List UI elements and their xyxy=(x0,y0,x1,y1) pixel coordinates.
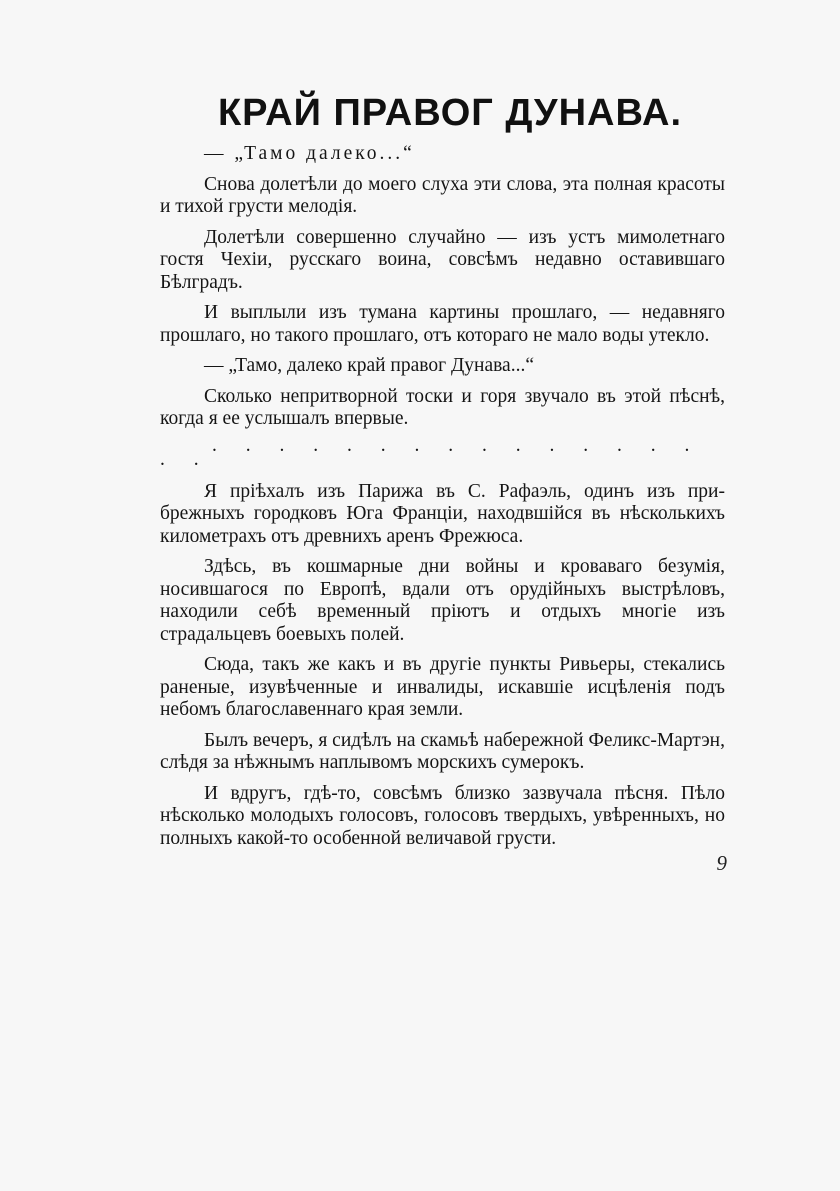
chapter-title: КРАЙ ПРАВОГ ДУНАВА. xyxy=(217,92,683,134)
paragraph: Снова долетѣли до моего слуха эти слова, эта полная красоты и тихой грусти мелодія. xyxy=(160,173,725,217)
paragraph: Здѣсь, въ кошмарные дни войны и кроваваго безумія, носившагося по Европѣ, вдали отъ орудійныхъ выстрѣловъ, находили себѣ временный пріютъ и отдыхъ многіе изъ страдальцевъ боевыхъ полей. xyxy=(160,556,725,645)
paragraph: Долетѣли совершенно случайно — изъ устъ мимолетнаго гостя Чехіи, русскаго воина, совсѣмъ недавно оставившаго Бѣлградъ. xyxy=(160,226,725,293)
section-separator: . . . . . . . . . . . . . . . . . xyxy=(160,434,702,470)
paragraph: И вдругъ, гдѣ-то, совсѣмъ близко зазвучала пѣсня. Пѣло нѣсколько молодыхъ голосовъ, голосовъ твердыхъ, увѣренныхъ, но полныхъ какой-то особенной величавой грусти. xyxy=(160,782,725,849)
paragraph-song-quote: — „Тамо, далеко край правог Дунава...“ xyxy=(204,355,534,376)
paragraph: Я пріѣхалъ изъ Парижа въ С. Рафаэль, одинъ изъ прибрежныхъ городковъ Юга Франціи, находвшійся въ нѣсколькихъ километрахъ отъ древнихъ аренъ Фрежюса. xyxy=(160,480,725,547)
paragraph: Сколько непритворной тоски и горя звучало въ этой пѣснѣ, когда я ее услышалъ впервые. xyxy=(160,385,725,429)
body-text xyxy=(160,143,725,858)
paragraph: И выплыли изъ тумана картины прошлаго, — недавняго прошлаго, но такого прошлаго, отъ котораго не мало воды утекло. xyxy=(160,302,725,346)
paragraph-song-quote: — „Тамо далеко...“ xyxy=(204,143,415,164)
paragraph: Былъ вечеръ, я сидѣлъ на скамьѣ набережной Феликс-Мартэн, слѣдя за нѣжнымъ наплывомъ морскихъ сумерокъ. xyxy=(160,729,725,773)
page-number: 9 xyxy=(716,851,727,875)
paragraph: Сюда, такъ же какъ и въ другіе пункты Ривьеры, стекались раненые, изувѣченные и инвалиды, искавшіе исцѣленія подъ небомъ благославеннаго края земли. xyxy=(160,654,725,720)
